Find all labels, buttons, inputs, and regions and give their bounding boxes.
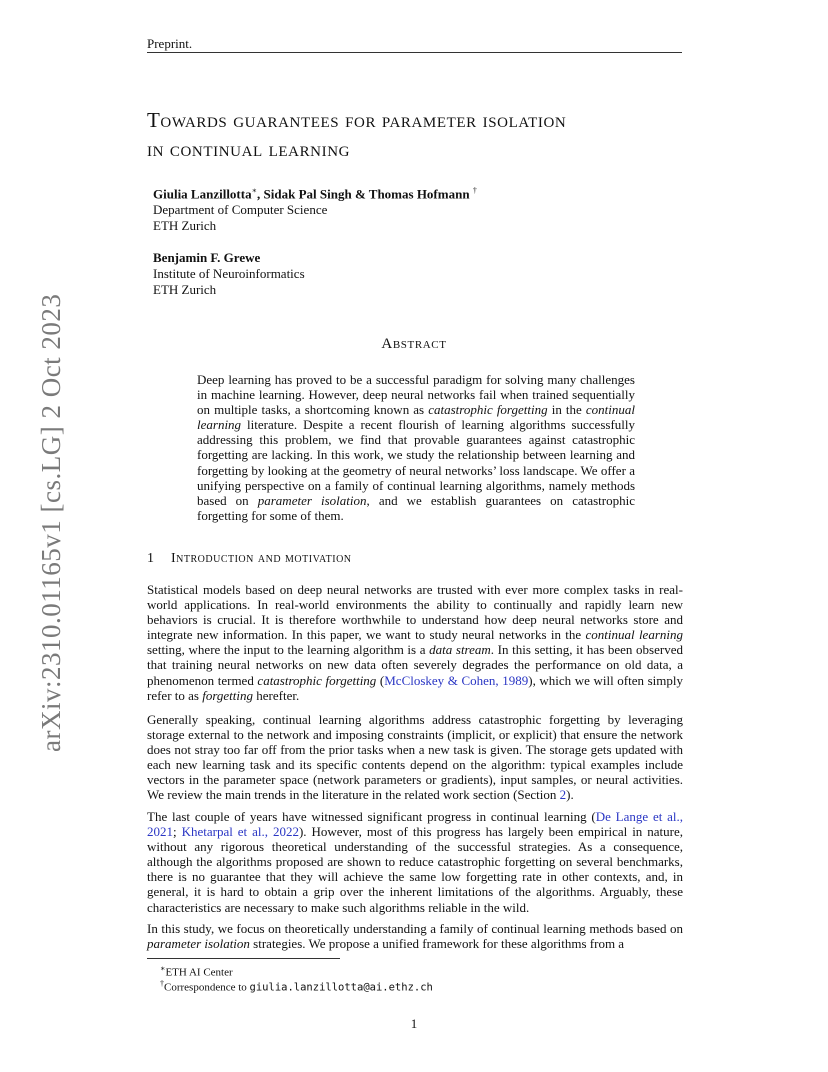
footnote-mark[interactable]: ∗ <box>251 186 258 195</box>
body-paragraph-2: Generally speaking, continual learning algorithms address catastrophic forgetting by leveraging storage external to the network and imposing constraints (implicit, or explicit) that ensure the network does not stray too far off from the prior tasks when a new task is given. The storage gets updated with each new learning task and its specific contents depend on the algorithm: typical examples include vectors in the parameter space (network parameters or gradients), input samples, or neural activities. We review the main trends in the literature in the related work section (Section 2). <box>147 712 683 803</box>
page-number: 1 <box>410 1016 418 1031</box>
citation-link[interactable]: De Lange et al., 2021 <box>147 809 683 840</box>
citation-link[interactable]: McCloskey & Cohen, 1989 <box>384 672 529 688</box>
author-affiliation-inst: ETH Zurich <box>153 218 217 234</box>
citation-link[interactable]: Khetarpal et al., 2022 <box>181 824 299 840</box>
title-line-1: Towards guarantees for parameter isolation <box>147 108 567 132</box>
body-paragraph-4: In this study, we focus on theoretically understanding a family of continual learning methods based on parameter isolation strategies. We propose a unified framework for these algorithms from a <box>147 921 683 952</box>
author-name: Benjamin F. Grewe <box>153 250 261 265</box>
title-line-2: in continual learning <box>147 137 351 161</box>
abstract-heading: Abstract <box>381 336 447 352</box>
author-affiliation-dept: Department of Computer Science <box>153 202 328 218</box>
footnote-mark[interactable]: † <box>472 186 477 195</box>
section-number: 1 <box>147 551 155 566</box>
author-block-2 <box>153 250 305 298</box>
header-rule <box>147 52 682 53</box>
author-affiliation-inst: ETH Zurich <box>153 282 217 297</box>
body-paragraph-3: The last couple of years have witnessed significant progress in continual learning (De Lange et al., 2021; Khetarpal et al., 2022). However, most of this progress has largely been empirical in nature, without any rigorous theoretical understanding of the successful strategies. As a consequence, although the algorithms proposed are shown to reduce catastrophic forgetting on several benchmarks, there is no guarantee that they will achieve the same low forgetting rate in other contexts, and, in general, it is hard to obtain a grip over the inherent limitations of the algorithms. Arguably, these characteristics are necessary to make such algorithms reliable in the wild. <box>147 809 683 915</box>
author-block-1 <box>153 183 477 234</box>
email-link[interactable]: giulia.lanzillotta@ai.ethz.ch <box>249 981 433 994</box>
footnote-2: †Correspondence to giulia.lanzillotta@ai.ethz.ch <box>160 979 433 994</box>
running-header: Preprint. <box>147 36 193 51</box>
section-title: Introduction and motivation <box>171 551 352 566</box>
paper-title <box>147 106 707 164</box>
body-paragraph-1: Statistical models based on deep neural networks are trusted with ever more complex tasks in real-world applications. In real-world environments the ability to continually and rapidly learn new behaviors is crucial. It is therefore worthwhile to understand how deep neural networks store and integrate new information. In this paper, we want to study neural networks in the continual learning setting, where the input to the learning algorithm is a data stream. In this setting, it has been observed that training neural networks on new data often severely degrades the performance on old data, a phenomenon termed catastrophic forgetting (McCloskey & Cohen, 1989), which we will often simply refer to as forgetting herefter. <box>147 582 683 703</box>
author-affiliation-dept: Institute of Neuroinformatics <box>153 266 305 281</box>
section-heading <box>147 551 352 567</box>
arxiv-identifier-stamp[interactable]: arXiv:2310.01165v1 [cs.LG] 2 Oct 2023 <box>36 293 66 752</box>
section-ref-link[interactable]: 2 <box>559 787 567 803</box>
abstract-text: Deep learning has proved to be a successful paradigm for solving many challenges in machine learning. However, deep neural networks fail when trained sequentially on multiple tasks, a shortcoming known as catastrophic forgetting in the continual learning literature. Despite a recent flourish of learning algorithms successfully addressing this problem, we find that provable guarantees against catastrophic forgetting are lacking. In this work, we study the relationship between learning and forgetting by looking at the geometry of neural networks’ loss landscape. We offer a unifying perspective on a family of continual learning algorithms, namely methods based on parameter isolation, and we establish guarantees on catastrophic forgetting for some of them. <box>197 372 636 523</box>
footnote-1: ∗ETH AI Center <box>160 964 233 979</box>
footnote-rule <box>147 958 340 959</box>
author-names: Giulia Lanzillotta∗, Sidak Pal Singh & Thomas Hofmann † <box>153 186 477 202</box>
